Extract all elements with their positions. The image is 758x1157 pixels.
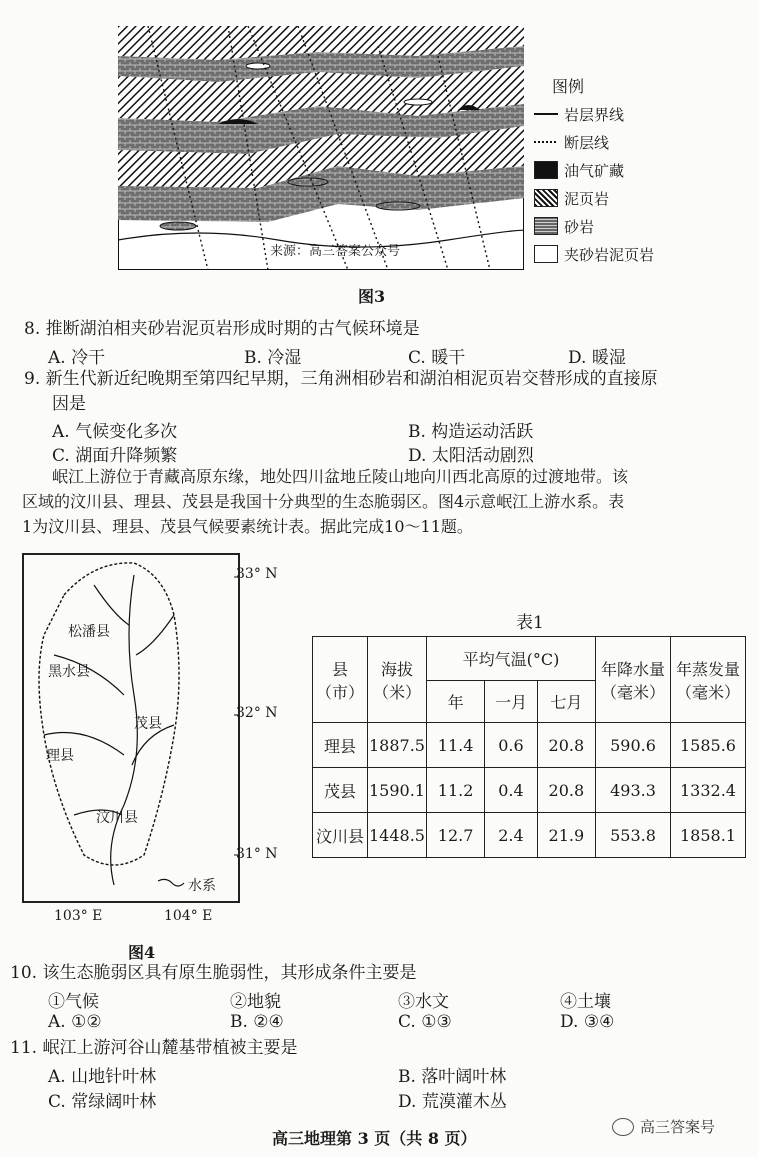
q8-option-d: D. 暖湿 (568, 348, 626, 368)
header-jan: 一月 (485, 681, 538, 723)
county-label: 茂县 (134, 716, 162, 732)
q10-item: ③水文 (398, 992, 449, 1012)
table-row: 汶川县 1448.5 12.7 2.4 21.9 553.8 1858.1 (313, 813, 746, 858)
q10-option-b: B. ②④ (230, 1012, 284, 1032)
county-label: 汶川县 (96, 810, 138, 826)
q10-item: ①气候 (48, 992, 99, 1012)
table1-caption: 表1 (516, 613, 544, 633)
q11-option-a: A. 山地针叶林 (48, 1067, 157, 1087)
white-swatch-icon (534, 245, 558, 263)
lon-label: 103° E (54, 908, 103, 924)
solid-line-icon (534, 106, 560, 122)
q8-stem: 8. 推断湖泊相夹砂岩泥页岩形成时期的古气候环境是 (24, 319, 420, 339)
river-legend-icon (158, 879, 184, 886)
figure3-source-note: 来源：高三答案公众号 (270, 244, 401, 259)
q10-option-a: A. ①② (48, 1012, 102, 1032)
header-county: 县（市） (313, 637, 368, 723)
header-evap: 年蒸发量（毫米） (671, 637, 746, 723)
q9-option-b: B. 构造运动活跃 (408, 422, 534, 442)
q10-option-d: D. ③④ (560, 1012, 615, 1032)
q9-option-c: C. 湖面升降频繁 (52, 446, 178, 466)
table-row: 茂县 1590.1 11.2 0.4 20.8 493.3 1332.4 (313, 768, 746, 813)
q11-option-c: C. 常绿阔叶林 (48, 1092, 157, 1112)
q8-option-c: C. 暖干 (408, 348, 466, 368)
legend-label: 水系 (188, 878, 216, 894)
q11-stem: 11. 岷江上游河谷山麓基带植被主要是 (10, 1038, 298, 1058)
legend-item: 夹砂岩泥页岩 (534, 244, 654, 264)
brick-swatch-icon (534, 217, 558, 235)
q9-option-a: A. 气候变化多次 (52, 422, 178, 442)
header-year: 年 (427, 681, 485, 723)
black-swatch-icon (534, 161, 558, 179)
legend-title: 图例 (552, 77, 585, 96)
header-avg-temp: 平均气温(°C) (427, 637, 596, 681)
q10-option-c: C. ①③ (398, 1012, 452, 1032)
legend-item: 油气矿藏 (534, 160, 624, 180)
legend-item: 砂岩 (534, 216, 594, 236)
table1 (312, 636, 746, 858)
q8-option-b: B. 冷湿 (244, 348, 302, 368)
hatch-swatch-icon (534, 189, 558, 207)
county-label: 理县 (46, 748, 74, 764)
dotted-line-icon (534, 134, 560, 150)
figure4-map (22, 553, 240, 903)
county-label: 松潘县 (68, 624, 110, 640)
legend-item: 断层线 (534, 132, 609, 152)
q9-option-d: D. 太阳活动剧烈 (408, 446, 534, 466)
watermark: 高三答案号 (612, 1116, 715, 1137)
legend-item: 泥页岩 (534, 188, 609, 208)
lat-label: 33° N (236, 566, 278, 582)
q10-item: ④土壤 (560, 992, 611, 1012)
figure3-geologic-section (118, 26, 524, 270)
q9-stem-cont: 因是 (52, 394, 86, 414)
q11-option-b: B. 落叶阔叶林 (398, 1067, 507, 1087)
q10-stem: 10. 该生态脆弱区具有原生脆弱性，其形成条件主要是 (10, 963, 417, 983)
passage-line: 岷江上游位于青藏高原东缘，地处四川盆地丘陵山地向川西北高原的过渡地带。该 (52, 467, 629, 486)
q11-option-d: D. 荒漠灌木丛 (398, 1092, 507, 1112)
county-label: 黑水县 (48, 664, 90, 680)
q10-item: ②地貌 (230, 992, 281, 1012)
q9-stem: 9. 新生代新近纪晚期至第四纪早期，三角洲相砂岩和湖泊相泥页岩交替形成的直接原 (24, 369, 658, 389)
q8-option-a: A. 冷干 (48, 348, 106, 368)
table-row: 理县 1887.5 11.4 0.6 20.8 590.6 1585.6 (313, 723, 746, 768)
lat-label: 32° N (236, 705, 278, 721)
wechat-icon (612, 1118, 634, 1136)
lat-label: 31° N (236, 846, 278, 862)
minjiang-river-map (24, 555, 238, 901)
legend-item: 岩层界线 (534, 104, 624, 124)
figure4-caption: 图4 (128, 943, 156, 962)
lon-label: 104° E (164, 908, 213, 924)
figure3-caption: 图3 (358, 287, 386, 306)
page-footer: 高三地理第 3 页（共 8 页） (272, 1129, 477, 1148)
passage-line: 区域的汶川县、理县、茂县是我国十分典型的生态脆弱区。图4示意岷江上游水系。表 (22, 492, 625, 511)
passage-line: 1为汶川县、理县、茂县气候要素统计表。据此完成10～11题。 (22, 517, 473, 536)
header-precip: 年降水量（毫米） (596, 637, 671, 723)
header-elevation: 海拔（米） (368, 637, 427, 723)
header-jul: 七月 (537, 681, 595, 723)
